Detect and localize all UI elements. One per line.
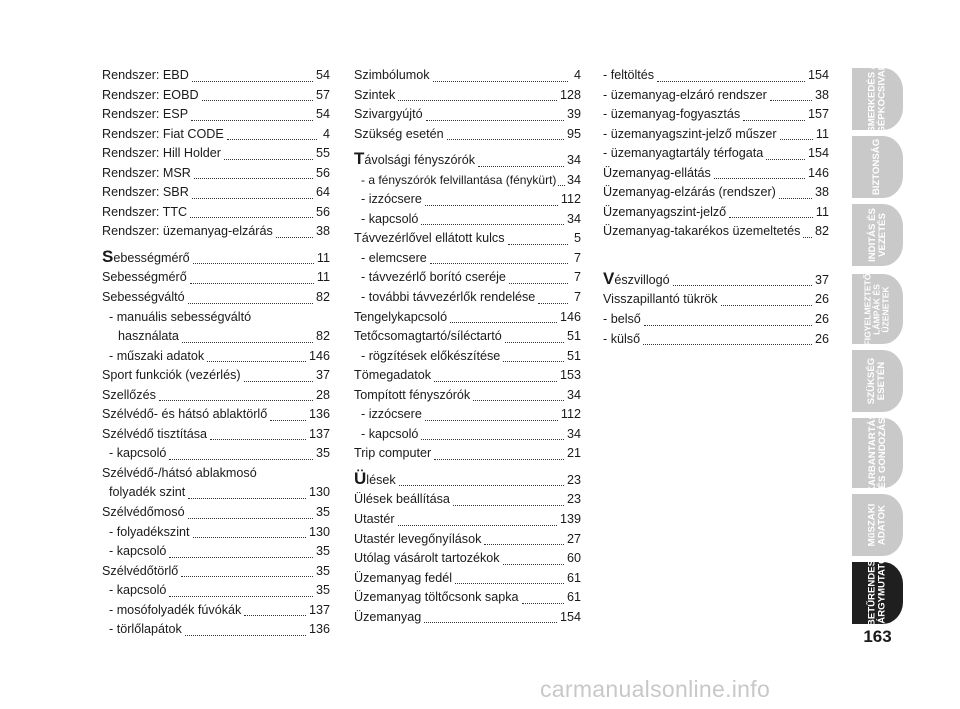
index-column-2 <box>354 66 581 627</box>
index-entry: - rögzítések előkészítése 51 <box>361 348 581 363</box>
index-letter-entry-v: Vészvillogó 37 <box>603 268 829 288</box>
index-entry: Tetőcsomagtartó/síléctartó 51 <box>354 329 581 344</box>
index-letter-entry-u: Ülések 23 <box>354 468 581 488</box>
index-entry: - távvezérlő borító cseréje 7 <box>361 270 581 285</box>
index-entry: - feltöltés 154 <box>603 68 829 82</box>
index-entry: Üzemanyag-takarékos üzemeltetés 82 <box>603 224 829 239</box>
index-column-1 <box>102 66 330 640</box>
index-entry: - izzócsere 112 <box>361 407 581 422</box>
index-entry: - kapcsoló 35 <box>109 583 330 598</box>
index-entry: Sebességváltó 82 <box>102 290 330 305</box>
tab-emergency[interactable]: SZÜKSÉG ESETÉN <box>852 350 903 412</box>
index-entry: Trip computer 21 <box>354 446 581 461</box>
index-letter-entry-t: Távolsági fényszórók 34 <box>354 149 581 169</box>
index-entry: Szükség esetén 95 <box>354 126 581 141</box>
index-entry: Rendszer: TTC 56 <box>102 204 330 219</box>
index-entry: - üzemanyagtartály térfogata 154 <box>603 146 829 161</box>
tab-warning-lights[interactable]: FIGYELMEZTETŐ LÁMPÁK ÉS ÜZENETEK <box>852 274 903 344</box>
index-entry: Üzemanyag fedél 61 <box>354 570 581 585</box>
index-entry: Üzemanyagszint-jelző 11 <box>603 204 829 219</box>
tab-technical-data[interactable]: MűSZAKI ADATOK <box>852 494 903 556</box>
index-entry: Utólag vásárolt tartozékok 60 <box>354 551 581 566</box>
index-entry: Sebességmérő 11 <box>102 270 330 285</box>
index-entry: Üzemanyag-ellátás 146 <box>603 165 829 180</box>
index-entry: Rendszer: Hill Holder 55 <box>102 146 330 161</box>
index-entry: Rendszer: ESP 54 <box>102 107 330 122</box>
index-entry: használata 82 <box>118 329 330 344</box>
index-entry: Szimbólumok 4 <box>354 68 581 82</box>
index-entry: - a fényszórók felvillantása (fénykürt) 34 <box>361 172 581 187</box>
index-entry: Rendszer: EBD 54 <box>102 68 330 82</box>
index-entry: folyadék szint 130 <box>109 485 330 500</box>
index-entry: Rendszer: üzemanyag-elzárás 38 <box>102 224 330 239</box>
index-entry: - törlőlapátok 136 <box>109 622 330 637</box>
index-entry: - elemcsere 7 <box>361 250 581 265</box>
index-entry: - kapcsoló 34 <box>361 426 581 441</box>
tab-maintenance[interactable]: KARBANTARTÁS ÉS GONDOZÁS <box>852 418 903 488</box>
index-entry-line: - manuális sebességváltó <box>109 309 252 324</box>
section-letter: T <box>354 149 365 169</box>
section-letter: Ü <box>354 468 367 488</box>
index-entry: Rendszer: MSR 56 <box>102 165 330 180</box>
tab-alphabetical-index[interactable]: BETŰRENDES TÁRGYMUTATÓ <box>852 562 903 624</box>
index-entry: - folyadékszint 130 <box>109 524 330 539</box>
index-entry: - kapcsoló 35 <box>109 544 330 559</box>
index-entry-line: Szélvédő-/hátsó ablakmosó <box>102 465 257 480</box>
index-entry: Szélvédőtörlő 35 <box>102 563 330 578</box>
index-entry: Szellőzés 28 <box>102 387 330 402</box>
index-entry: Szélvédőmosó 35 <box>102 505 330 520</box>
index-entry: - külső 26 <box>603 331 829 346</box>
index-entry: - kapcsoló 34 <box>361 211 581 226</box>
index-entry: Rendszer: SBR 64 <box>102 185 330 200</box>
index-column-3 <box>603 66 829 349</box>
index-letter-entry-s: Sebességmérő 11 <box>102 246 330 266</box>
index-entry: Tompított fényszórók 34 <box>354 387 581 402</box>
index-entry: Rendszer: EOBD 57 <box>102 87 330 102</box>
tab-starting-driving[interactable]: INDITÁS ÉS VEZETÉS <box>852 204 903 266</box>
tab-safety[interactable]: BIZTONSÁG <box>852 136 903 198</box>
index-entry: Szélvédő- és hátsó ablaktörlő 136 <box>102 407 330 422</box>
watermark-text: carmanualsonline.info <box>540 676 771 702</box>
index-entry: Szélvédő tisztítása 137 <box>102 426 330 441</box>
index-entry: Tömegadatok 153 <box>354 368 581 383</box>
index-entry: Utastér levegőnyílások 27 <box>354 531 581 546</box>
index-entry: - belső 26 <box>603 312 829 327</box>
index-entry: Üzemanyag-elzárás (rendszer) 38 <box>603 185 829 200</box>
index-entry: Rendszer: Fiat CODE 4 <box>102 126 330 141</box>
index-entry: - további távvezérlők rendelése 7 <box>361 290 581 305</box>
index-entry: - kapcsoló 35 <box>109 446 330 461</box>
section-letter: S <box>102 246 114 266</box>
index-entry: Visszapillantó tükrök 26 <box>603 292 829 307</box>
index-entry: Üzemanyag töltőcsonk sapka 61 <box>354 590 581 605</box>
section-letter: V <box>603 268 615 288</box>
index-entry: Utastér 139 <box>354 512 581 527</box>
index-entry: - műszaki adatok 146 <box>109 348 330 363</box>
index-entry: - üzemanyagszint-jelző műszer 11 <box>603 126 829 141</box>
index-entry: Távvezérlővel ellátott kulcs 5 <box>354 231 581 246</box>
index-entry: Sport funkciók (vezérlés) 37 <box>102 368 330 383</box>
index-entry: - izzócsere 112 <box>361 192 581 207</box>
index-entry: - üzemanyag-elzáró rendszer 38 <box>603 87 829 102</box>
index-entry: - üzemanyag-fogyasztás 157 <box>603 107 829 122</box>
page-number: 163 <box>863 627 892 646</box>
index-entry: Szintek 128 <box>354 87 581 102</box>
index-entry: Ülések beállítása 23 <box>354 492 581 507</box>
index-entry: - mosófolyadék fúvókák 137 <box>109 602 330 617</box>
tab-getting-started[interactable]: ISMERKEDÉS A GÉPKOCSIVAL <box>852 68 903 130</box>
index-entry: Szivargyújtó 39 <box>354 107 581 122</box>
index-entry: Üzemanyag 154 <box>354 609 581 624</box>
index-entry: Tengelykapcsoló 146 <box>354 309 581 324</box>
